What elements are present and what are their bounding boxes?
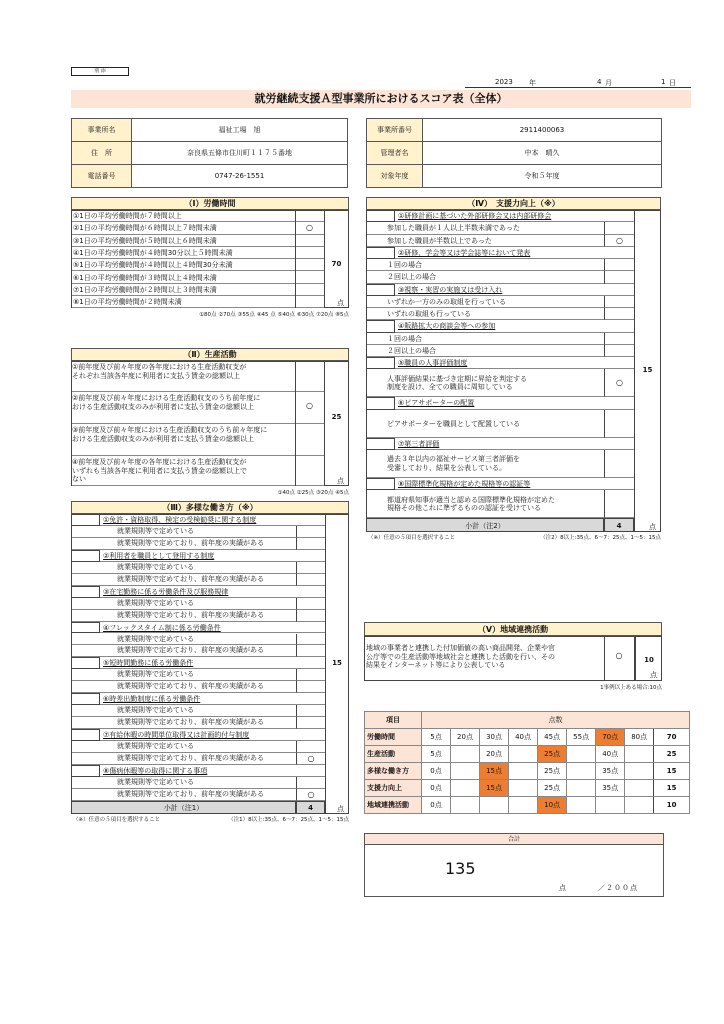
option-checkbox[interactable] bbox=[295, 296, 324, 308]
info-label: 事業所名 bbox=[72, 119, 132, 142]
option-row[interactable]: ①前年度及び前々年度の各年度における生産活動収支が それぞれ当該各年度に利用者に支払う賃金の総額以上 bbox=[72, 361, 295, 392]
info-value[interactable]: 令和５年度 bbox=[423, 165, 662, 188]
option-checkbox[interactable] bbox=[296, 717, 325, 729]
date-day: 1 bbox=[661, 78, 666, 86]
option-checkbox[interactable] bbox=[295, 235, 324, 247]
date-year-label: 年 bbox=[529, 79, 536, 87]
score-cell: 70点 bbox=[596, 729, 625, 746]
option-checkbox[interactable] bbox=[295, 247, 324, 259]
group-heading: ⑦有給休暇の時間単位取得又は計画的付与制度 bbox=[100, 729, 325, 741]
group-heading: ②利用者を職員として登用する制度 bbox=[100, 550, 325, 562]
option-row[interactable]: 就業規則等で定めており、前年度の実績がある bbox=[72, 717, 296, 729]
score-cell: 10点 bbox=[538, 797, 567, 814]
option-row[interactable]: １回の場合 bbox=[367, 333, 604, 345]
score-cell: 0点 bbox=[421, 797, 450, 814]
score-row bbox=[365, 746, 690, 763]
score-cell bbox=[567, 780, 596, 797]
option-checkbox[interactable] bbox=[296, 562, 325, 574]
option-row[interactable]: 過去３年以内の福祉サービス第三者評価を 受審しており、結果を公表している。 bbox=[367, 450, 604, 478]
info-value[interactable]: 奈良県五條市住川町１１７５番地 bbox=[132, 142, 348, 165]
date-year: 2023 bbox=[495, 78, 513, 86]
group-select-box[interactable] bbox=[71, 550, 100, 562]
score-head-item: 項目 bbox=[365, 712, 422, 729]
group-select-box[interactable] bbox=[366, 284, 395, 296]
option-row[interactable]: 就業規則等で定めており、前年度の実績がある bbox=[72, 574, 296, 586]
score-row-total: 70 bbox=[654, 729, 690, 746]
section-title: （Ⅳ） 支援力向上（※） bbox=[366, 197, 661, 210]
score-cell bbox=[567, 763, 596, 780]
option-row[interactable]: ⑧1日の平均労働時間が２時間未満 bbox=[72, 296, 295, 308]
option-row[interactable]: 就業規則等で定めている bbox=[72, 669, 296, 681]
option-checkbox[interactable] bbox=[604, 259, 634, 271]
group-select-box[interactable] bbox=[366, 247, 395, 259]
subtotal-note: （注1）8以上:35点、6～7：25点、1～5：15点 bbox=[228, 816, 349, 823]
date-month: 4 bbox=[597, 78, 602, 86]
option-row[interactable]: 就業規則等で定めており、前年度の実績がある bbox=[72, 645, 296, 657]
option-row[interactable]: ⑥1日の平均労働時間が３時間以上４時間未満 bbox=[72, 272, 295, 284]
info-label: 管理者名 bbox=[367, 142, 423, 165]
scoring-note: 1事例以上ある場合:10点 bbox=[600, 685, 662, 691]
group-heading: ④フレックスタイム制に係る労働条件 bbox=[100, 622, 325, 634]
option-checkbox[interactable] bbox=[296, 610, 325, 622]
group-select-box[interactable] bbox=[366, 357, 395, 369]
activity-description: 地域の事業者と連携した付加価値の高い商品開発、企業や官 公庁等での生産活動等地域社会と連携した活動を行い、その 結果をインターネット等により公表している bbox=[366, 644, 555, 669]
info-row bbox=[367, 119, 662, 142]
group-heading: ⑤短時間勤務に係る労働条件 bbox=[100, 657, 325, 669]
total-label: 合計 bbox=[364, 833, 664, 845]
score-cell: 55点 bbox=[567, 729, 596, 746]
group-heading: ⑥時差出勤制度に係る労働条件 bbox=[100, 693, 325, 705]
option-row[interactable]: 就業規則等で定めている bbox=[72, 598, 296, 610]
score-cell: 40点 bbox=[509, 729, 538, 746]
column-divider bbox=[295, 361, 296, 486]
option-row[interactable]: 就業規則等で定めている bbox=[72, 741, 296, 753]
group-heading: ①免許・資格取得、検定の受検勧奨に関する制度 bbox=[100, 514, 325, 526]
option-row[interactable]: 人事評価結果に基づき定期に昇給を判定する 制度を設け、全ての職員に周知している bbox=[367, 369, 604, 397]
option-row[interactable]: 都道府県知事が適当と認める国際標準化規格が定めた 規格その他これに準ずるものの認証を受けている bbox=[367, 490, 604, 518]
group-heading: ⑧傷病休暇等の取得に関する事項 bbox=[100, 765, 325, 777]
score-unit: 点 bbox=[337, 804, 344, 813]
option-checkbox[interactable]: ○ bbox=[295, 392, 324, 424]
section-score: 70 bbox=[331, 260, 342, 268]
option-row[interactable]: ③1日の平均労働時間が５時間以上６時間未満 bbox=[72, 235, 295, 247]
score-row-total: 15 bbox=[654, 780, 690, 797]
option-row[interactable]: ①1日の平均労働時間が７時間以上 bbox=[72, 210, 295, 222]
total-box bbox=[364, 845, 664, 897]
score-cell bbox=[625, 746, 654, 763]
option-checkbox[interactable] bbox=[295, 456, 324, 486]
score-cell bbox=[509, 763, 538, 780]
option-row[interactable]: 就業規則等で定めており、前年度の実績がある bbox=[72, 610, 296, 622]
option-row[interactable]: 参加した職員が１人以上半数未満であった bbox=[367, 222, 604, 234]
attachment-tag: 別 添 bbox=[71, 67, 129, 76]
option-checkbox[interactable]: ○ bbox=[604, 235, 634, 247]
option-row[interactable]: ④1日の平均労働時間が４時間30分以上５時間未満 bbox=[72, 247, 295, 259]
info-value[interactable]: 中本 晴久 bbox=[423, 142, 662, 165]
score-row-total: 10 bbox=[654, 797, 690, 814]
score-cell: 30点 bbox=[480, 729, 509, 746]
info-row bbox=[367, 142, 662, 165]
option-checkbox[interactable]: ○ bbox=[296, 789, 325, 801]
score-unit: 点 bbox=[650, 671, 657, 679]
option-checkbox[interactable] bbox=[295, 361, 324, 392]
option-checkbox[interactable] bbox=[296, 526, 325, 538]
score-cell: 20点 bbox=[450, 729, 479, 746]
option-row[interactable]: 参加した職員が半数以上であった bbox=[367, 235, 604, 247]
score-cell bbox=[450, 763, 479, 780]
score-cell: 15点 bbox=[480, 780, 509, 797]
subtotal-label: 小計（注1） bbox=[71, 801, 296, 814]
group-select-box[interactable] bbox=[71, 765, 100, 777]
option-checkbox[interactable]: ○ bbox=[296, 753, 325, 765]
score-cell bbox=[450, 780, 479, 797]
group-select-box[interactable] bbox=[366, 478, 395, 490]
date-line bbox=[465, 78, 691, 88]
group-heading: ③視察・実習の実施又は受け入れ bbox=[395, 284, 634, 296]
points-legend: ①40点 ②25点 ③20点 ④5点 bbox=[277, 490, 349, 496]
section-title: （Ⅰ）労働時間 bbox=[71, 197, 349, 210]
info-row bbox=[72, 142, 348, 165]
option-checkbox[interactable] bbox=[604, 345, 634, 357]
group-heading: ⑤職員の人事評価制度 bbox=[395, 357, 634, 369]
score-row bbox=[365, 780, 690, 797]
section-score: 10 bbox=[644, 656, 654, 664]
option-row[interactable]: ②前年度及び前々年度における生産活動収支のうち前年度に おける生産活動収支のみが利用者に支払う賃金の総額以上 bbox=[72, 392, 295, 424]
option-checkbox[interactable] bbox=[296, 645, 325, 657]
section-score: 15 bbox=[642, 366, 653, 374]
option-row[interactable]: ③前年度及び前々年度における生産活動収支のうち前々年度に おける生産活動収支のみが利用者に支払う賃金の総額以上 bbox=[72, 424, 295, 456]
score-row-label: 地域連携活動 bbox=[365, 797, 422, 814]
info-value[interactable]: 福祉工場 旭 bbox=[132, 119, 348, 142]
option-checkbox[interactable]: ○ bbox=[295, 222, 324, 234]
option-row[interactable]: ②1日の平均労働時間が６時間以上７時間未満 bbox=[72, 222, 295, 234]
score-cell bbox=[450, 746, 479, 763]
score-cell bbox=[567, 746, 596, 763]
column-divider bbox=[324, 361, 325, 486]
score-cell bbox=[450, 797, 479, 814]
option-row[interactable]: 就業規則等で定めている bbox=[72, 526, 296, 538]
score-row-label: 労働時間 bbox=[365, 729, 422, 746]
option-checkbox[interactable] bbox=[296, 705, 325, 717]
score-cell bbox=[625, 763, 654, 780]
info-label: 対象年度 bbox=[367, 165, 423, 188]
info-value[interactable]: 2911400063 bbox=[423, 119, 662, 142]
total-unit: 点 bbox=[559, 884, 566, 892]
option-checkbox[interactable] bbox=[604, 333, 634, 345]
score-row-label: 生産活動 bbox=[365, 746, 422, 763]
option-checkbox[interactable] bbox=[295, 284, 324, 296]
date-day-label: 日 bbox=[669, 79, 676, 87]
info-left-table bbox=[71, 118, 348, 188]
score-cell: 25点 bbox=[538, 780, 567, 797]
score-row-label: 支援力向上 bbox=[365, 780, 422, 797]
option-row[interactable]: 就業規則等で定めており、前年度の実績がある bbox=[72, 538, 296, 550]
score-row-total: 25 bbox=[654, 746, 690, 763]
info-row bbox=[72, 119, 348, 142]
option-row[interactable]: 就業規則等で定めている bbox=[72, 705, 296, 717]
option-checkbox[interactable] bbox=[604, 271, 634, 283]
column-divider bbox=[295, 210, 296, 308]
subtotal-label: 小計（注2） bbox=[366, 518, 604, 532]
score-row bbox=[365, 797, 690, 814]
score-row bbox=[365, 729, 690, 746]
group-heading: ②研修、学会等又は学会誌等において発表 bbox=[395, 247, 634, 259]
group-heading: ⑥ピアサポーターの配置 bbox=[395, 397, 634, 409]
option-row[interactable]: １回の場合 bbox=[367, 259, 604, 271]
score-unit: 点 bbox=[337, 299, 344, 308]
score-cell bbox=[509, 746, 538, 763]
score-cell bbox=[509, 797, 538, 814]
option-checkbox[interactable] bbox=[296, 741, 325, 753]
subtotal-value: 4 bbox=[604, 518, 634, 532]
group-select-box[interactable] bbox=[71, 586, 100, 598]
group-heading: ①研修計画に基づいた外部研修会又は内部研修会 bbox=[395, 210, 634, 222]
score-unit: 点 bbox=[337, 477, 344, 485]
info-value[interactable]: 0747-26-1551 bbox=[132, 165, 348, 188]
option-row[interactable]: ④前年度及び前々年度の各年度における生産活動収支が いずれも当該各年度に利用者に支払う賃金の総額以上で ない bbox=[72, 456, 295, 486]
option-row[interactable]: いずれの取組も行っている bbox=[367, 308, 604, 320]
group-select-box[interactable] bbox=[71, 622, 100, 634]
option-checkbox[interactable] bbox=[295, 424, 324, 456]
group-select-box[interactable] bbox=[71, 693, 100, 705]
option-checkbox[interactable] bbox=[295, 259, 324, 271]
page-title: 就労継続支援Ａ型事業所におけるスコア表（全体） bbox=[71, 90, 691, 108]
subtotal-note: （注2）8以上:35点、6～7：25点、1～5：15点 bbox=[540, 535, 661, 541]
group-select-box[interactable] bbox=[366, 397, 395, 409]
group-select-box[interactable] bbox=[71, 657, 100, 669]
section-score: 15 bbox=[332, 658, 342, 667]
score-cell bbox=[480, 797, 509, 814]
score-cell: 45点 bbox=[538, 729, 567, 746]
group-heading: ⑧国際標準化規格が定めた規格等の認証等 bbox=[395, 478, 634, 490]
score-unit: 点 bbox=[649, 523, 656, 531]
option-checkbox[interactable] bbox=[604, 450, 634, 478]
option-checkbox[interactable] bbox=[604, 308, 634, 320]
group-heading: ④販路拡大の商談会等への参加 bbox=[395, 320, 634, 332]
option-checkbox[interactable] bbox=[296, 598, 325, 610]
group-select-box[interactable] bbox=[71, 729, 100, 741]
info-right-table bbox=[366, 118, 662, 188]
date-month-label: 月 bbox=[605, 79, 612, 87]
option-row[interactable]: いずれか一方のみの取組を行っている bbox=[367, 296, 604, 308]
score-cell: 0点 bbox=[421, 763, 450, 780]
score-cell: 25点 bbox=[538, 746, 567, 763]
score-header-row bbox=[365, 712, 690, 729]
option-row[interactable]: ピアサポーターを職員として配置している bbox=[367, 410, 604, 438]
section-title: （Ⅲ）多様な働き方（※） bbox=[71, 501, 349, 514]
option-checkbox[interactable] bbox=[296, 538, 325, 550]
subtotal-value: 4 bbox=[296, 801, 325, 814]
score-cell: 35点 bbox=[596, 780, 625, 797]
option-row[interactable]: 就業規則等で定めている bbox=[72, 777, 296, 789]
score-cell: 35点 bbox=[596, 763, 625, 780]
group-heading: ⑦第三者評価 bbox=[395, 438, 634, 450]
score-cell: 0点 bbox=[421, 780, 450, 797]
option-checkbox[interactable]: ○ bbox=[604, 369, 634, 397]
info-label: 住 所 bbox=[72, 142, 132, 165]
score-cell: 5点 bbox=[421, 746, 450, 763]
option-checkbox[interactable] bbox=[295, 272, 324, 284]
group-heading: ③在宅勤務に係る労働条件及び服務規律 bbox=[100, 586, 325, 598]
score-cell bbox=[509, 780, 538, 797]
option-checkbox[interactable] bbox=[296, 669, 325, 681]
option-row[interactable]: 就業規則等で定めており、前年度の実績がある bbox=[72, 753, 296, 765]
option-checkbox[interactable] bbox=[296, 777, 325, 789]
score-cell: 20点 bbox=[480, 746, 509, 763]
info-label: 事業所番号 bbox=[367, 119, 423, 142]
info-row bbox=[72, 165, 348, 188]
option-row[interactable]: 就業規則等で定めており、前年度の実績がある bbox=[72, 681, 296, 693]
option-row[interactable]: 就業規則等で定めており、前年度の実績がある bbox=[72, 789, 296, 801]
score-cell: 5点 bbox=[421, 729, 450, 746]
option-checkbox[interactable] bbox=[604, 490, 634, 518]
selection-note: （※）任意の５項目を選択すること bbox=[73, 816, 161, 823]
group-select-box[interactable] bbox=[366, 438, 395, 450]
total-value: 135 bbox=[445, 859, 476, 878]
group-select-box[interactable] bbox=[366, 320, 395, 332]
option-checkbox[interactable] bbox=[296, 574, 325, 586]
option-row[interactable]: ２回以上の場合 bbox=[367, 271, 604, 283]
option-row[interactable]: ２回以上の場合 bbox=[367, 345, 604, 357]
option-checkbox[interactable] bbox=[604, 222, 634, 234]
group-select-box[interactable] bbox=[366, 210, 395, 222]
option-checkbox[interactable] bbox=[604, 410, 634, 438]
selection-note: （※）任意の５項目を選択すること bbox=[368, 535, 456, 541]
option-row[interactable]: 就業規則等で定めている bbox=[72, 562, 296, 574]
total-max: ／２００点 bbox=[598, 884, 638, 892]
option-row[interactable]: ⑦1日の平均労働時間が２時間以上３時間未満 bbox=[72, 284, 295, 296]
score-cell: 40点 bbox=[596, 746, 625, 763]
option-checkbox[interactable] bbox=[604, 296, 634, 308]
score-cell bbox=[567, 797, 596, 814]
score-cell bbox=[625, 780, 654, 797]
option-checkbox[interactable] bbox=[295, 210, 324, 222]
info-row bbox=[367, 165, 662, 188]
score-row-label: 多様な働き方 bbox=[365, 763, 422, 780]
option-row[interactable]: 就業規則等で定めている bbox=[72, 634, 296, 646]
score-table bbox=[364, 711, 690, 814]
info-label: 電話番号 bbox=[72, 165, 132, 188]
score-cell: 25点 bbox=[538, 763, 567, 780]
score-cell: 80点 bbox=[625, 729, 654, 746]
option-row[interactable]: ⑤1日の平均労働時間が４時間以上４時間30分未満 bbox=[72, 259, 295, 271]
points-legend: ①80点 ②70点 ③55点 ④45 点 ⑤40点 ⑥30点 ⑦20点 ⑧5点 bbox=[199, 312, 349, 319]
option-checkbox[interactable] bbox=[296, 634, 325, 646]
score-row-total: 15 bbox=[654, 763, 690, 780]
score-cell: 15点 bbox=[480, 763, 509, 780]
section-title: （Ⅱ）生産活動 bbox=[71, 348, 349, 361]
section-title: （Ⅴ）地域連携活動 bbox=[364, 622, 662, 636]
score-head-points: 点数 bbox=[421, 712, 689, 729]
score-cell bbox=[596, 797, 625, 814]
score-cell bbox=[625, 797, 654, 814]
group-select-box[interactable] bbox=[71, 514, 100, 526]
option-checkbox[interactable]: ○ bbox=[615, 651, 623, 660]
section-score: 25 bbox=[331, 413, 342, 421]
score-row bbox=[365, 763, 690, 780]
option-checkbox[interactable] bbox=[296, 681, 325, 693]
